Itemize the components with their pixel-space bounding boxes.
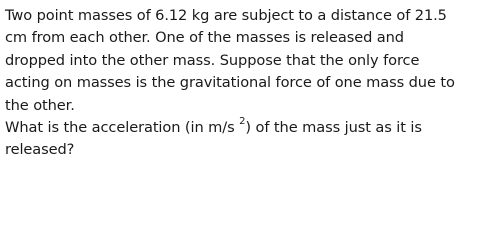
question-line-2: released? [5,141,75,159]
paragraph-line-2: cm from each other. One of the masses is released and [5,29,404,47]
question-line-1 [5,117,493,139]
paragraph-line-1: Two point masses of 6.12 kg are subject to a distance of 21.5 [5,7,447,24]
unit-exponent: 2 [239,116,246,128]
problem-text [5,5,493,162]
paragraph-line-3: dropped into the other mass. Suppose that the only force [5,51,420,69]
question-text-before: What is the acceleration (in m/s [5,119,240,137]
question-text-after: ) of the mass just as it is [245,119,422,137]
paragraph-line-4: acting on masses is the gravitational force of one mass due to [5,74,455,92]
paragraph-line-5: the other. [5,96,75,114]
